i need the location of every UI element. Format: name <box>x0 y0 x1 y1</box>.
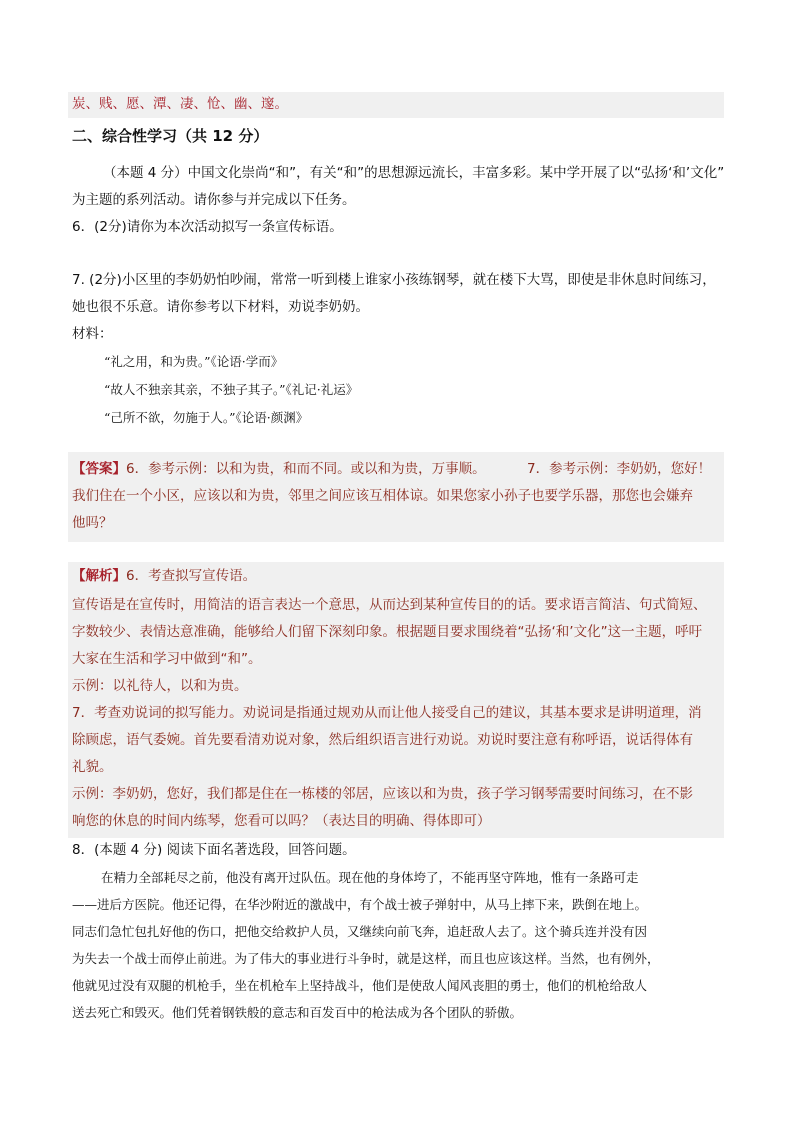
passage-line-1: 在精力全部耗尽之前，他没有离开过队伍。现在他的身体垮了，不能再坚守阵地，惟有一条路可走 <box>101 870 639 885</box>
analysis-tag: 【解析】 <box>72 568 126 584</box>
analysis-line-1 <box>72 566 256 586</box>
intro-line-1: （本题 4 分）中国文化崇尚“和”，有关“和”的思想源远流长，丰富多彩。某中学开展了以“弘扬‘和’文化” <box>103 165 725 181</box>
analysis-6-title: 6．考查拟写宣传语。 <box>126 568 257 584</box>
analysis-line-3: 字数较少、表情达意准确，能够给人们留下深刻印象。根据题目要求围绕着“弘扬‘和’文化”这一主题，呼吁 <box>72 624 703 640</box>
analysis-line-2: 宣传语是在宣传时，用简洁的语言表达一个意思，从而达到某种宣传目的的话。要求语言简洁、句式简短、 <box>72 597 707 613</box>
quote-1: “礼之用，和为贵。”《论语·学而》 <box>104 354 284 369</box>
analysis-line-6: 7．考查劝说词的拟写能力。劝说词是指通过规劝从而让他人接受自己的建议，其基本要求是讲明道理，消 <box>72 705 702 721</box>
question-6: 6．(2分)请你为本次活动拟写一条宣传标语。 <box>72 219 343 235</box>
quote-3: “己所不欲，勿施于人。”《论语·颜渊》 <box>104 410 309 425</box>
passage-line-3: 同志们急忙包扎好他的伤口，把他交给救护人员，又继续向前飞奔，追赶敌人去了。这个骑兵连并没有因 <box>72 924 648 939</box>
section-title: 二、综合性学习（共 12 分） <box>72 127 269 145</box>
question-7-line-1: 7. (2分)小区里的李奶奶怕吵闹，常常一听到楼上谁家小孩练钢琴，就在楼下大骂，即使是非休息时间练习， <box>72 272 716 288</box>
intro-line-2: 为主题的系列活动。请你参与并完成以下任务。 <box>72 192 356 208</box>
passage-line-5: 他就见过没有双腿的机枪手，坐在机枪车上坚持战斗，他们是使敌人闻风丧胆的勇士，他们的机枪给敌人 <box>72 978 648 993</box>
question-8: 8．(本题 4 分) 阅读下面名著选段，回答问题。 <box>72 842 356 858</box>
analysis-line-8: 礼貌。 <box>72 759 113 775</box>
analysis-line-5: 示例：以礼待人，以和为贵。 <box>72 678 248 694</box>
passage-line-4: 为失去一个战士而停止前进。为了伟大的事业进行斗争时，就是这样，而且也应该这样。当然，也有例外， <box>72 951 660 966</box>
analysis-line-9: 示例：李奶奶，您好，我们都是住在一栋楼的邻居，应该以和为贵，孩子学习钢琴需要时间练习，在不影 <box>72 786 693 802</box>
material-label: 材料： <box>72 326 113 342</box>
quote-2: “故人不独亲其亲，不独子其子。”《礼记·礼运》 <box>104 382 359 397</box>
answer-line-1 <box>72 459 486 479</box>
analysis-line-4: 大家在生活和学习中做到“和”。 <box>72 651 262 667</box>
answer-6: 6．参考示例：以和为贵，和而不同。或以和为贵，万事顺。 <box>126 461 486 477</box>
answer-line-2: 我们住在一个小区，应该以和为贵，邻里之间应该互相体谅。如果您家小孙子也要学乐器，那您也会嫌弃 <box>72 488 693 504</box>
question-7-line-2: 她也很不乐意。请你参考以下材料，劝说李奶奶。 <box>72 299 369 315</box>
passage-line-2: ——进后方医院。他还记得，在华沙附近的激战中，有个战士被子弹射中，从马上摔下来，跌倒在地上。 <box>72 897 648 912</box>
analysis-line-10: 响您的休息的时间内练琴，您看可以吗？（表达目的明确、得体即可） <box>72 813 491 829</box>
analysis-line-7: 除顾虑，语气委婉。首先要看清劝说对象，然后组织语言进行劝说。劝说时要注意有称呼语，说话得体有 <box>72 732 693 748</box>
answer-line-3: 他吗？ <box>72 515 113 531</box>
answer-tag: 【答案】 <box>72 461 126 477</box>
passage-line-6: 送去死亡和毁灭。他们凭着钢铁般的意志和百发百中的枪法成为各个团队的骄傲。 <box>72 1005 523 1020</box>
top-chars: 炭、贱、愿、潭、凄、怆、幽、邃。 <box>72 96 288 112</box>
answer-7-start: 7．参考示例：李奶奶，您好！ <box>527 461 712 477</box>
